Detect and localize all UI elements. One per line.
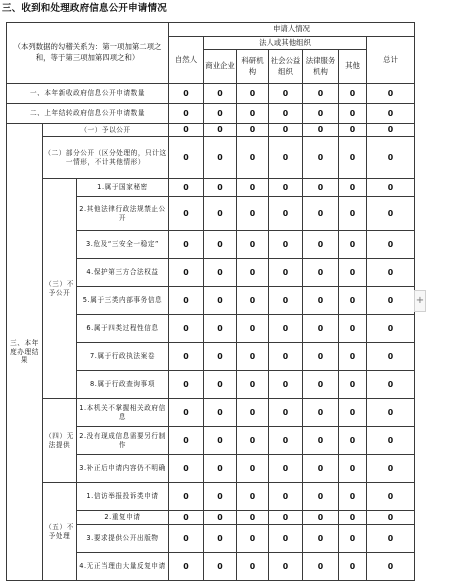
data-cell: 0 <box>204 455 237 483</box>
data-cell: 0 <box>237 455 269 483</box>
item-label: 2.重复申请 <box>77 511 169 525</box>
data-cell: 0 <box>339 511 367 525</box>
data-cell: 0 <box>237 259 269 287</box>
header-other: 其他 <box>339 50 367 84</box>
data-cell: 0 <box>237 231 269 259</box>
data-cell: 0 <box>204 511 237 525</box>
table-row <box>7 399 415 427</box>
data-cell: 0 <box>237 104 269 124</box>
data-cell: 0 <box>204 124 237 137</box>
data-cell: 0 <box>204 553 237 581</box>
data-cell: 0 <box>237 427 269 455</box>
item-label: 2.其他法律行政法规禁止公开 <box>77 197 169 231</box>
label-cannot-provide: （四）无法提供 <box>43 399 77 483</box>
data-cell: 0 <box>237 179 269 197</box>
data-cell: 0 <box>339 197 367 231</box>
data-cell: 0 <box>367 259 415 287</box>
application-statistics-table <box>6 22 415 581</box>
data-cell: 0 <box>204 399 237 427</box>
data-cell: 0 <box>303 315 339 343</box>
label-not-handled: （五）不予处理 <box>43 483 77 581</box>
table-row <box>7 483 415 511</box>
data-cell: 0 <box>269 137 303 179</box>
data-cell: 0 <box>303 399 339 427</box>
data-cell: 0 <box>269 124 303 137</box>
label-partial: （二）部分公开（区分处理的，只计这一情形，不计其他情形） <box>43 137 169 179</box>
data-cell: 0 <box>169 455 204 483</box>
item-label: 4.保护第三方合法权益 <box>77 259 169 287</box>
data-cell: 0 <box>339 483 367 511</box>
data-cell: 0 <box>169 84 204 104</box>
data-cell: 0 <box>237 197 269 231</box>
label-public: （一）予以公开 <box>43 124 169 137</box>
data-cell: 0 <box>269 511 303 525</box>
data-cell: 0 <box>367 371 415 399</box>
data-cell: 0 <box>367 511 415 525</box>
data-cell: 0 <box>367 553 415 581</box>
data-cell: 0 <box>303 287 339 315</box>
data-cell: 0 <box>169 179 204 197</box>
data-cell: 0 <box>269 371 303 399</box>
item-label: 4.无正当理由大量反复申请 <box>77 553 169 581</box>
data-cell: 0 <box>303 525 339 553</box>
data-cell: 0 <box>169 197 204 231</box>
data-cell: 0 <box>269 179 303 197</box>
expand-button[interactable]: + <box>414 290 426 312</box>
data-cell: 0 <box>237 525 269 553</box>
data-cell: 0 <box>269 343 303 371</box>
data-cell: 0 <box>339 371 367 399</box>
data-cell: 0 <box>269 287 303 315</box>
data-cell: 0 <box>303 179 339 197</box>
data-cell: 0 <box>367 315 415 343</box>
data-cell: 0 <box>204 287 237 315</box>
data-cell: 0 <box>339 525 367 553</box>
data-cell: 0 <box>303 371 339 399</box>
label-not-public: （三）不予公开 <box>43 179 77 399</box>
data-cell: 0 <box>269 399 303 427</box>
data-cell: 0 <box>169 287 204 315</box>
header-applicant: 申请人情况 <box>169 23 415 37</box>
data-cell: 0 <box>339 399 367 427</box>
data-cell: 0 <box>269 315 303 343</box>
data-cell: 0 <box>303 197 339 231</box>
data-cell: 0 <box>303 137 339 179</box>
data-cell: 0 <box>303 84 339 104</box>
header-natural-person: 自然人 <box>169 37 204 84</box>
data-cell: 0 <box>237 137 269 179</box>
data-cell: 0 <box>204 84 237 104</box>
data-cell: 0 <box>367 124 415 137</box>
header-research: 科研机构 <box>237 50 269 84</box>
data-cell: 0 <box>269 104 303 124</box>
data-cell: 0 <box>303 124 339 137</box>
data-cell: 0 <box>169 427 204 455</box>
data-cell: 0 <box>367 197 415 231</box>
data-cell: 0 <box>204 483 237 511</box>
table-row <box>7 137 415 179</box>
data-cell: 0 <box>269 553 303 581</box>
data-cell: 0 <box>169 315 204 343</box>
data-cell: 0 <box>269 84 303 104</box>
data-cell: 0 <box>339 259 367 287</box>
data-cell: 0 <box>169 399 204 427</box>
data-cell: 0 <box>269 231 303 259</box>
data-cell: 0 <box>169 343 204 371</box>
data-cell: 0 <box>303 259 339 287</box>
data-cell: 0 <box>169 104 204 124</box>
data-cell: 0 <box>339 137 367 179</box>
data-cell: 0 <box>367 104 415 124</box>
data-cell: 0 <box>204 179 237 197</box>
data-cell: 0 <box>169 124 204 137</box>
data-cell: 0 <box>269 483 303 511</box>
data-cell: 0 <box>204 104 237 124</box>
data-cell: 0 <box>169 371 204 399</box>
data-cell: 0 <box>169 483 204 511</box>
data-cell: 0 <box>339 124 367 137</box>
data-cell: 0 <box>303 483 339 511</box>
data-cell: 0 <box>169 553 204 581</box>
data-cell: 0 <box>237 511 269 525</box>
section-title: 三、收到和处理政府信息公开申请情况 <box>2 3 167 14</box>
data-cell: 0 <box>237 399 269 427</box>
data-cell: 0 <box>237 553 269 581</box>
data-cell: 0 <box>303 104 339 124</box>
data-cell: 0 <box>204 343 237 371</box>
item-label: 3.危及“三安全一稳定” <box>77 231 169 259</box>
data-cell: 0 <box>339 315 367 343</box>
data-cell: 0 <box>269 525 303 553</box>
data-cell: 0 <box>367 343 415 371</box>
data-cell: 0 <box>303 511 339 525</box>
data-cell: 0 <box>303 427 339 455</box>
item-label: 7.属于行政执法案卷 <box>77 343 169 371</box>
data-cell: 0 <box>339 104 367 124</box>
data-cell: 0 <box>269 197 303 231</box>
data-cell: 0 <box>237 124 269 137</box>
data-cell: 0 <box>269 427 303 455</box>
data-cell: 0 <box>303 455 339 483</box>
item-label: 2.没有现成信息需要另行制作 <box>77 427 169 455</box>
table-row <box>7 124 415 137</box>
data-cell: 0 <box>204 315 237 343</box>
item-label: 8.属于行政查询事项 <box>77 371 169 399</box>
header-total: 总计 <box>367 37 415 84</box>
data-cell: 0 <box>237 315 269 343</box>
data-cell: 0 <box>339 84 367 104</box>
data-cell: 0 <box>339 455 367 483</box>
data-cell: 0 <box>367 287 415 315</box>
data-cell: 0 <box>303 553 339 581</box>
data-cell: 0 <box>237 371 269 399</box>
data-cell: 0 <box>367 483 415 511</box>
header-social: 社会公益组织 <box>269 50 303 84</box>
data-cell: 0 <box>204 197 237 231</box>
data-cell: 0 <box>367 179 415 197</box>
data-cell: 0 <box>303 231 339 259</box>
table-row <box>7 84 415 104</box>
table-note: （本列数据的勾稽关系为：第一项加第二项之和，等于第三项加第四项之和） <box>7 23 169 84</box>
item-label: 6.属于四类过程性信息 <box>77 315 169 343</box>
item-label: 1.属于国家秘密 <box>77 179 169 197</box>
item-label: 3.补正后申请内容仍不明确 <box>77 455 169 483</box>
table-row <box>7 104 415 124</box>
data-cell: 0 <box>367 399 415 427</box>
data-cell: 0 <box>339 231 367 259</box>
item-label: 3.要求提供公开出版物 <box>77 525 169 553</box>
label-results: 三、本年度办理结果 <box>7 124 43 581</box>
data-cell: 0 <box>169 231 204 259</box>
data-cell: 0 <box>367 84 415 104</box>
table-row <box>7 179 415 197</box>
item-label: 1.信访举报投诉类申请 <box>77 483 169 511</box>
data-cell: 0 <box>169 137 204 179</box>
data-cell: 0 <box>367 427 415 455</box>
label-carried-over: 二、上年结转政府信息公开申请数量 <box>7 104 169 124</box>
data-cell: 0 <box>303 343 339 371</box>
data-cell: 0 <box>269 455 303 483</box>
data-cell: 0 <box>339 343 367 371</box>
data-cell: 0 <box>204 137 237 179</box>
data-cell: 0 <box>367 455 415 483</box>
data-cell: 0 <box>237 343 269 371</box>
data-cell: 0 <box>204 259 237 287</box>
data-cell: 0 <box>169 511 204 525</box>
data-cell: 0 <box>339 179 367 197</box>
data-cell: 0 <box>204 525 237 553</box>
header-legal-group: 法人或其他组织 <box>204 37 367 50</box>
data-cell: 0 <box>237 84 269 104</box>
data-cell: 0 <box>237 483 269 511</box>
item-label: 5.属于三类内部事务信息 <box>77 287 169 315</box>
data-cell: 0 <box>169 525 204 553</box>
header-legal-service: 法律服务机构 <box>303 50 339 84</box>
data-cell: 0 <box>339 553 367 581</box>
label-new-received: 一、本年新收政府信息公开申请数量 <box>7 84 169 104</box>
data-cell: 0 <box>169 259 204 287</box>
data-cell: 0 <box>339 287 367 315</box>
data-cell: 0 <box>339 427 367 455</box>
data-cell: 0 <box>204 427 237 455</box>
header-commercial: 商业企业 <box>204 50 237 84</box>
item-label: 1.本机关不掌握相关政府信息 <box>77 399 169 427</box>
data-cell: 0 <box>367 137 415 179</box>
data-cell: 0 <box>204 231 237 259</box>
data-cell: 0 <box>367 231 415 259</box>
data-cell: 0 <box>269 259 303 287</box>
data-cell: 0 <box>367 525 415 553</box>
data-cell: 0 <box>204 371 237 399</box>
data-cell: 0 <box>237 287 269 315</box>
